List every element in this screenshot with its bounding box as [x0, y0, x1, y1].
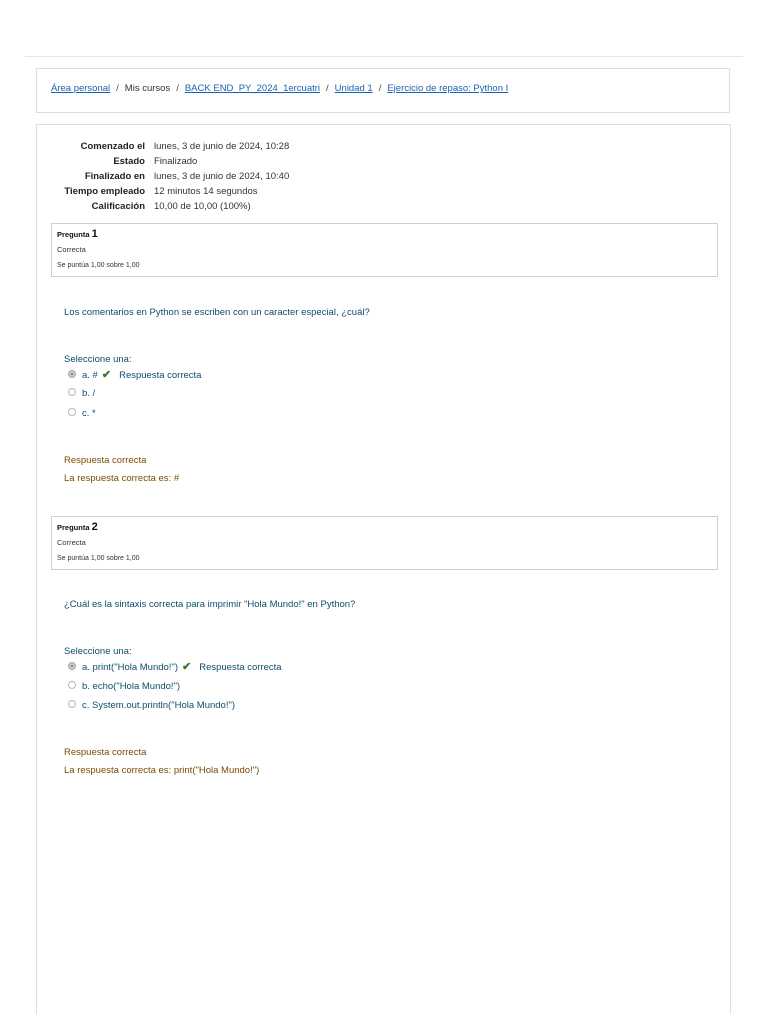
breadcrumb-quiz[interactable]: Ejercicio de repaso: Python I [387, 83, 509, 94]
breadcrumb-separator: / [116, 83, 119, 94]
summary-grade-label: Calificación [91, 201, 145, 212]
top-divider [25, 56, 743, 57]
summary-started-label: Comenzado el [80, 141, 145, 152]
question-2-option-a[interactable] [68, 660, 282, 674]
question-label: Pregunta [57, 523, 90, 532]
question-2-text: ¿Cuál es la sintaxis correcta para imprimir "Hola Mundo!" en Python? [64, 599, 356, 610]
radio-button[interactable] [68, 681, 76, 689]
radio-button[interactable] [68, 388, 76, 396]
summary-finished-value: lunes, 3 de junio de 2024, 10:40 [154, 171, 290, 182]
breadcrumb-course[interactable]: BACK END_PY_2024_1ercuatri [184, 83, 321, 94]
breadcrumb-area-personal[interactable]: Área personal [51, 83, 111, 94]
question-1-prompt: Seleccione una: [64, 354, 132, 365]
question-number: 2 [91, 521, 98, 533]
question-1-state: Correcta [57, 245, 86, 254]
summary-time-label: Tiempo empleado [64, 186, 145, 197]
summary-time-value: 12 minutos 14 segundos [154, 186, 258, 197]
question-number: 1 [91, 228, 98, 240]
question-2-info [51, 516, 718, 570]
radio-button-selected[interactable] [68, 662, 76, 670]
option-label: b. / [82, 388, 96, 399]
breadcrumb-mis-cursos: Mis cursos [124, 83, 171, 94]
breadcrumb-bar [36, 68, 730, 113]
summary-state-label: Estado [113, 156, 145, 167]
radio-button-selected[interactable] [68, 370, 76, 378]
question-1-info [51, 223, 718, 277]
question-2-state: Correcta [57, 538, 86, 547]
question-2-grade: Se puntúa 1,00 sobre 1,00 [57, 555, 140, 562]
option-feedback: Respuesta correcta [119, 370, 202, 381]
option-label: c. System.out.println("Hola Mundo!") [82, 700, 235, 711]
breadcrumb [51, 83, 508, 94]
radio-button[interactable] [68, 700, 76, 708]
breadcrumb-unidad[interactable]: Unidad 1 [334, 83, 373, 94]
question-label: Pregunta [57, 230, 90, 239]
summary-state-value: Finalizado [154, 156, 198, 167]
question-2-option-c[interactable] [68, 699, 235, 713]
summary-grade-value: 10,00 de 10,00 (100%) [154, 201, 251, 212]
question-1-option-b[interactable] [68, 387, 95, 401]
radio-button[interactable] [68, 408, 76, 416]
question-1-number [57, 228, 98, 240]
summary-finished-label: Finalizado en [84, 171, 145, 182]
question-1-option-c[interactable] [68, 407, 96, 421]
question-2-option-b[interactable] [68, 680, 180, 694]
question-2-feedback: Respuesta correcta [64, 747, 147, 758]
breadcrumb-separator: / [326, 83, 329, 94]
breadcrumb-separator: / [176, 83, 179, 94]
option-label: b. echo("Hola Mundo!") [82, 681, 181, 692]
question-1-text: Los comentarios en Python se escriben con un caracter especial, ¿cuál? [64, 307, 370, 318]
question-2-prompt: Seleccione una: [64, 646, 132, 657]
option-feedback: Respuesta correcta [199, 662, 282, 673]
question-2-number [57, 521, 98, 533]
check-icon: ✔ [181, 661, 192, 673]
check-icon: ✔ [101, 369, 112, 381]
breadcrumb-separator: / [378, 83, 382, 94]
question-1-option-a[interactable] [68, 368, 201, 382]
question-1-feedback: Respuesta correcta [64, 455, 147, 466]
question-2-right-answer: La respuesta correcta es: print("Hola Mundo!") [64, 765, 260, 776]
question-1-grade: Se puntúa 1,00 sobre 1,00 [57, 262, 140, 269]
summary-started-value: lunes, 3 de junio de 2024, 10:28 [154, 141, 290, 152]
question-1-right-answer: La respuesta correcta es: # [64, 473, 180, 484]
option-label: c. * [82, 408, 96, 419]
option-label: a. print("Hola Mundo!") [82, 662, 178, 673]
option-label: a. # [82, 370, 98, 381]
quiz-review-region [36, 124, 731, 1014]
